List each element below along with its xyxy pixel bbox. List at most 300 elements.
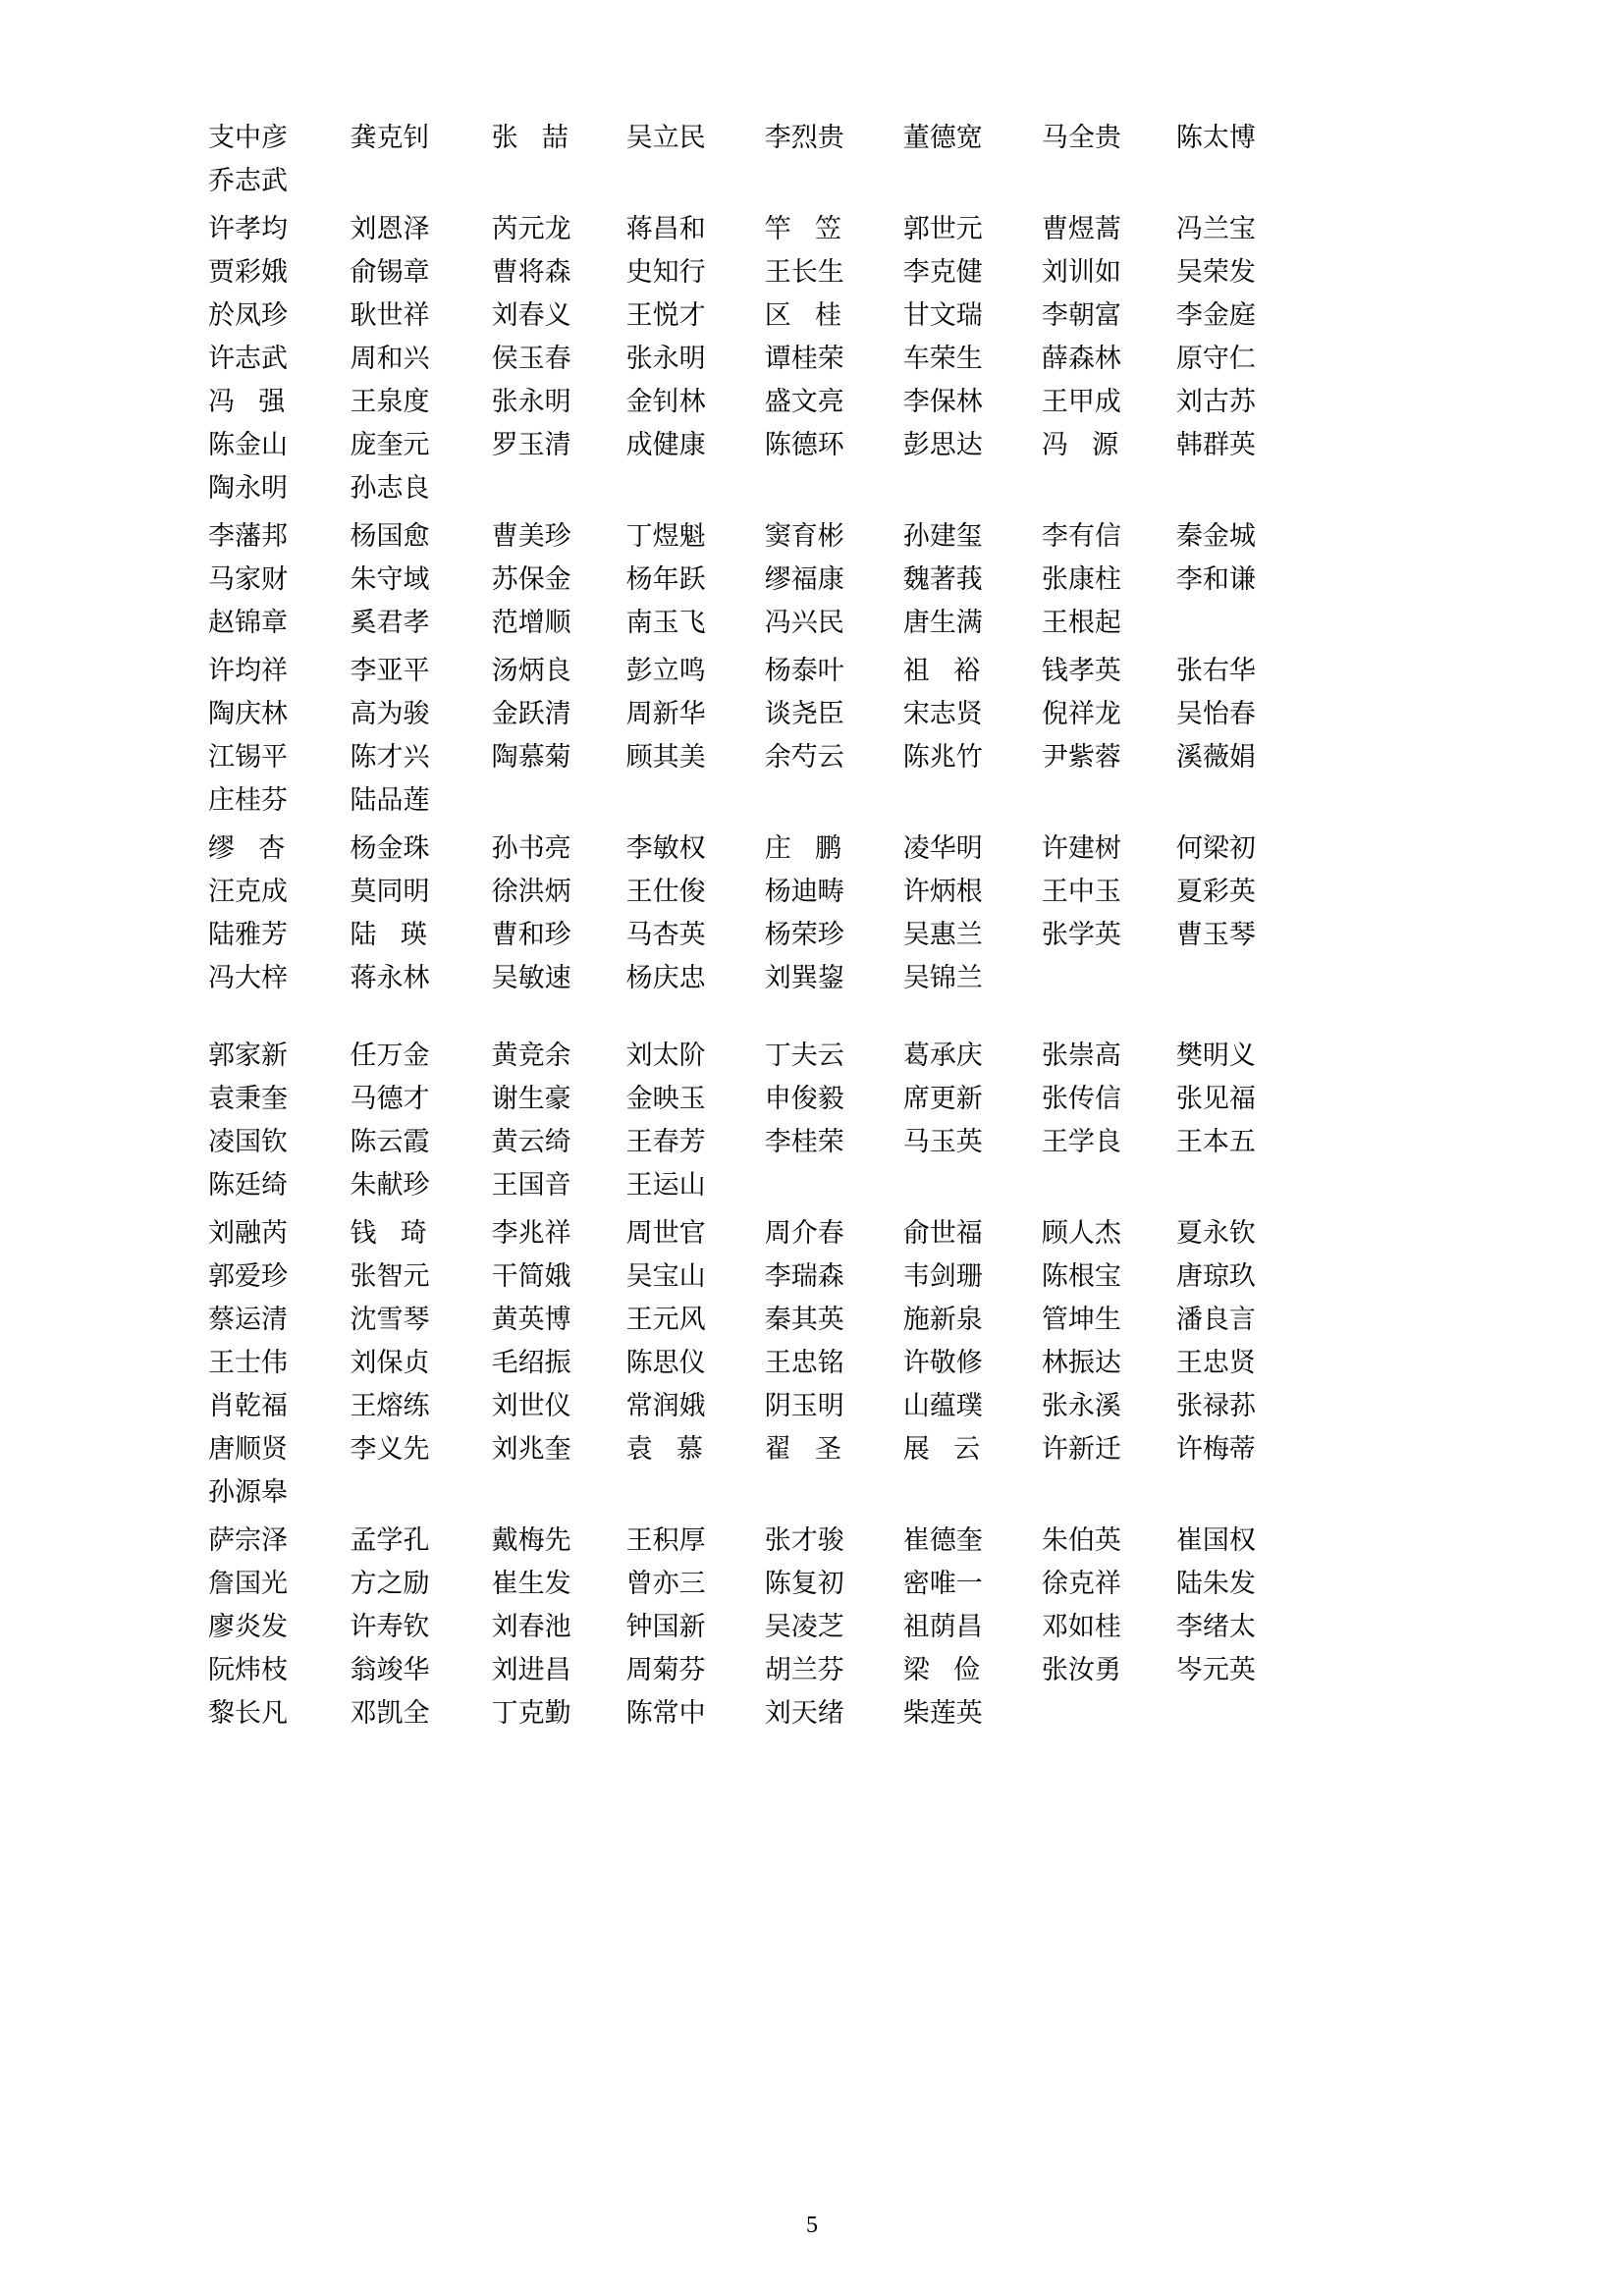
person-name: 廖炎发: [208, 1612, 288, 1641]
name-cell: [157, 1211, 351, 1255]
person-name: 秦其英: [764, 1305, 844, 1334]
names-row: [157, 380, 1311, 423]
name-cell: [1042, 294, 1176, 337]
person-name: 陆品莲: [350, 785, 430, 815]
person-name: 缪杏: [208, 833, 286, 863]
name-cell: [626, 1691, 765, 1735]
name-cell: [157, 1562, 351, 1605]
person-name: 金钊林: [625, 387, 706, 416]
name-cell: [351, 1034, 492, 1077]
person-name: 张永明: [491, 387, 571, 416]
name-cell: [903, 1211, 1042, 1255]
person-name: 张智元: [350, 1261, 430, 1291]
name-cell: [492, 1255, 626, 1298]
name-cell: [351, 1211, 492, 1255]
name-cell: [626, 692, 765, 735]
person-name: 马德才: [350, 1084, 430, 1113]
person-name: 蔡运清: [208, 1305, 288, 1334]
name-cell: [1042, 558, 1176, 601]
person-name: 杨迪畴: [764, 877, 844, 906]
person-name: 干简娥: [491, 1261, 571, 1291]
names-row: [157, 1077, 1311, 1120]
person-name: 陈根宝: [1041, 1261, 1121, 1291]
name-cell: [1176, 956, 1311, 999]
name-cell: [157, 827, 351, 870]
person-name: 王长生: [764, 257, 844, 287]
name-cell: [1042, 337, 1176, 380]
person-name: 申俊毅: [764, 1084, 844, 1113]
names-row: [157, 956, 1311, 999]
person-name: 李兆祥: [491, 1218, 571, 1248]
name-cell: [157, 870, 351, 913]
name-cell: [1042, 1562, 1176, 1605]
person-name: 邓如桂: [1041, 1612, 1121, 1641]
name-cell: [626, 1519, 765, 1562]
person-name: 张崇高: [1041, 1041, 1121, 1070]
person-name: 陶庆林: [208, 699, 288, 728]
name-cell: [492, 649, 626, 692]
name-cell: [1042, 1427, 1176, 1470]
person-name: 冯大梓: [208, 963, 288, 992]
name-cell: [1176, 116, 1311, 159]
names-row: [157, 1691, 1311, 1735]
person-name: 陈德环: [764, 430, 844, 459]
name-cell: [351, 1384, 492, 1427]
name-cell: [1042, 1255, 1176, 1298]
name-cell: [626, 913, 765, 956]
person-name: 陶永明: [208, 473, 288, 503]
name-cell: [626, 956, 765, 999]
person-name: 刘太阶: [625, 1041, 706, 1070]
name-cell: [1042, 250, 1176, 294]
name-cell: [1176, 514, 1311, 558]
person-name: 何梁初: [1175, 833, 1256, 863]
name-cell: [903, 1077, 1042, 1120]
person-name: 王本五: [1175, 1127, 1256, 1156]
name-cell: [626, 1648, 765, 1691]
person-name: 李桂荣: [764, 1127, 844, 1156]
name-cell: [626, 1255, 765, 1298]
name-cell: [157, 1605, 351, 1648]
name-cell: [765, 1120, 903, 1163]
name-cell: [1042, 870, 1176, 913]
name-cell: [1042, 601, 1176, 644]
name-cell: [765, 1211, 903, 1255]
person-name: 李藩邦: [208, 521, 288, 551]
name-cell: [626, 116, 765, 159]
name-cell: [903, 1427, 1042, 1470]
person-name: 密唯一: [902, 1569, 983, 1598]
name-cell: [351, 423, 492, 466]
name-cell: [1042, 1470, 1176, 1514]
person-name: 刘训如: [1041, 257, 1121, 287]
person-name: 顾其美: [625, 742, 706, 772]
names-row: [157, 649, 1311, 692]
person-name: 刘进昌: [491, 1655, 571, 1684]
person-name: 沈雪琴: [350, 1305, 430, 1334]
person-name: 汤炳良: [491, 656, 571, 685]
person-name: 陈才兴: [350, 742, 430, 772]
name-cell: [903, 956, 1042, 999]
person-name: 谢生豪: [491, 1084, 571, 1113]
person-name: 刘恩泽: [350, 214, 430, 243]
name-cell: [765, 827, 903, 870]
names-row: [157, 159, 1311, 202]
person-name: 李亚平: [350, 656, 430, 685]
name-cell: [626, 1470, 765, 1514]
name-cell: [1176, 1384, 1311, 1427]
name-cell: [351, 1648, 492, 1691]
name-cell: [1176, 294, 1311, 337]
name-cell: [351, 1341, 492, 1384]
name-cell: [765, 1341, 903, 1384]
name-cell: [1176, 466, 1311, 509]
person-name: 马杏英: [625, 920, 706, 949]
name-cell: [1042, 380, 1176, 423]
names-row: [157, 116, 1311, 159]
name-cell: [1042, 1211, 1176, 1255]
person-name: 周和兴: [350, 344, 430, 373]
name-cell: [1176, 423, 1311, 466]
name-cell: [492, 1691, 626, 1735]
name-cell: [1176, 1341, 1311, 1384]
person-name: 山蕴璞: [902, 1391, 983, 1420]
names-row: [157, 1384, 1311, 1427]
person-name: 夏永钦: [1175, 1218, 1256, 1248]
name-cell: [351, 558, 492, 601]
name-cell: [351, 649, 492, 692]
name-cell: [157, 1384, 351, 1427]
names-row: [157, 1605, 1311, 1648]
person-name: 吴宝山: [625, 1261, 706, 1291]
person-name: 詹国光: [208, 1569, 288, 1598]
person-name: 王仕俊: [625, 877, 706, 906]
name-cell: [492, 514, 626, 558]
names-row: [157, 294, 1311, 337]
name-cell: [157, 913, 351, 956]
name-cell: [626, 380, 765, 423]
person-name: 李敏权: [625, 833, 706, 863]
person-name: 成健康: [625, 430, 706, 459]
name-cell: [157, 1427, 351, 1470]
person-name: 陈兆竹: [902, 742, 983, 772]
name-cell: [1042, 116, 1176, 159]
name-cell: [351, 601, 492, 644]
person-name: 谈尧臣: [764, 699, 844, 728]
name-cell: [765, 1034, 903, 1077]
person-name: 马家财: [208, 564, 288, 594]
name-cell: [765, 466, 903, 509]
name-cell: [626, 1211, 765, 1255]
name-cell: [1176, 913, 1311, 956]
class-section: [157, 822, 1311, 999]
name-cell: [765, 1562, 903, 1605]
person-name: 潘良言: [1175, 1305, 1256, 1334]
name-cell: [492, 735, 626, 778]
person-name: 夏彩英: [1175, 877, 1256, 906]
person-name: 孟学孔: [350, 1525, 430, 1555]
name-cell: [1176, 735, 1311, 778]
name-cell: [157, 649, 351, 692]
person-name: 金映玉: [625, 1084, 706, 1113]
name-cell: [626, 250, 765, 294]
person-name: 吴敏速: [491, 963, 571, 992]
person-name: 李瑞森: [764, 1261, 844, 1291]
person-name: 李朝富: [1041, 300, 1121, 330]
person-name: 钱孝英: [1041, 656, 1121, 685]
person-name: 任万金: [350, 1041, 430, 1070]
person-name: 吴荣发: [1175, 257, 1256, 287]
person-name: 许孝均: [208, 214, 288, 243]
person-name: 乔志武: [208, 166, 288, 195]
person-name: 钟国新: [625, 1612, 706, 1641]
names-table: [157, 1519, 1311, 1735]
class-section: [157, 1029, 1311, 1206]
names-row: [157, 1163, 1311, 1206]
name-cell: [626, 870, 765, 913]
person-name: 吴锦兰: [902, 963, 983, 992]
name-cell: [1042, 735, 1176, 778]
person-name: 魏著莪: [902, 564, 983, 594]
name-cell: [351, 692, 492, 735]
person-name: 贾彩娥: [208, 257, 288, 287]
person-name: 曾亦三: [625, 1569, 706, 1598]
class-section: [157, 1514, 1311, 1735]
name-cell: [1176, 1519, 1311, 1562]
person-name: 刘春义: [491, 300, 571, 330]
name-cell: [1042, 207, 1176, 250]
name-cell: [1176, 870, 1311, 913]
person-name: 凌华明: [902, 833, 983, 863]
name-cell: [903, 250, 1042, 294]
person-name: 曹煜蒿: [1041, 214, 1121, 243]
class-section: [157, 644, 1311, 822]
person-name: 原守仁: [1175, 344, 1256, 373]
person-name: 缪福康: [764, 564, 844, 594]
person-name: 范增顺: [491, 608, 571, 637]
names-row: [157, 1470, 1311, 1514]
name-cell: [765, 735, 903, 778]
name-cell: [1042, 1691, 1176, 1735]
person-name: 王积厚: [625, 1525, 706, 1555]
person-name: 周新华: [625, 699, 706, 728]
name-cell: [903, 692, 1042, 735]
person-name: 曹玉琴: [1175, 920, 1256, 949]
name-cell: [1042, 778, 1176, 822]
name-cell: [157, 1034, 351, 1077]
name-cell: [765, 956, 903, 999]
person-name: 陶慕菊: [491, 742, 571, 772]
person-name: 李义先: [350, 1434, 430, 1464]
name-cell: [157, 558, 351, 601]
person-name: 韩群英: [1175, 430, 1256, 459]
names-row: [157, 1298, 1311, 1341]
name-cell: [492, 423, 626, 466]
name-cell: [492, 1034, 626, 1077]
person-name: 李保林: [902, 387, 983, 416]
person-name: 方之励: [350, 1569, 430, 1598]
names-row: [157, 337, 1311, 380]
name-cell: [903, 1341, 1042, 1384]
person-name: 陆朱发: [1175, 1569, 1256, 1598]
name-cell: [1176, 1427, 1311, 1470]
person-name: 支中彦: [208, 123, 288, 152]
name-cell: [765, 514, 903, 558]
names-row: [157, 1519, 1311, 1562]
person-name: 戴梅先: [491, 1525, 571, 1555]
person-name: 侯玉春: [491, 344, 571, 373]
name-cell: [157, 423, 351, 466]
name-cell: [1176, 380, 1311, 423]
name-cell: [157, 1163, 351, 1206]
person-name: 冯兰宝: [1175, 214, 1256, 243]
name-cell: [1176, 1605, 1311, 1648]
person-name: 刘世仪: [491, 1391, 571, 1420]
name-rows-block: [157, 116, 1311, 202]
person-name: 俞锡章: [350, 257, 430, 287]
person-name: 张见福: [1175, 1084, 1256, 1113]
person-name: 尹紫蓉: [1041, 742, 1121, 772]
person-name: 张学英: [1041, 920, 1121, 949]
person-name: 刘古苏: [1175, 387, 1256, 416]
name-cell: [765, 649, 903, 692]
name-cell: [1042, 827, 1176, 870]
name-cell: [626, 1605, 765, 1648]
name-cell: [903, 1605, 1042, 1648]
name-cell: [351, 294, 492, 337]
person-name: 吴凌芝: [764, 1612, 844, 1641]
person-name: 薛森林: [1041, 344, 1121, 373]
person-name: 竿笠: [764, 214, 842, 243]
name-cell: [351, 159, 492, 202]
name-cell: [157, 466, 351, 509]
name-cell: [157, 514, 351, 558]
name-cell: [351, 514, 492, 558]
person-name: 施新泉: [902, 1305, 983, 1334]
person-name: 蒋永林: [350, 963, 430, 992]
names-row: [157, 1562, 1311, 1605]
name-cell: [157, 380, 351, 423]
name-cell: [765, 1077, 903, 1120]
name-cell: [157, 1120, 351, 1163]
name-cell: [492, 116, 626, 159]
person-name: 席更新: [902, 1084, 983, 1113]
name-cell: [492, 1605, 626, 1648]
name-cell: [351, 735, 492, 778]
person-name: 董德宽: [902, 123, 983, 152]
name-cell: [492, 558, 626, 601]
person-name: 彭思达: [902, 430, 983, 459]
name-cell: [351, 913, 492, 956]
name-cell: [903, 423, 1042, 466]
name-cell: [765, 159, 903, 202]
person-name: 李和谦: [1175, 564, 1256, 594]
name-cell: [626, 735, 765, 778]
name-cell: [1042, 1034, 1176, 1077]
person-name: 冯源: [1041, 430, 1119, 459]
names-table: [157, 116, 1311, 202]
name-cell: [351, 1562, 492, 1605]
person-name: 杨国愈: [350, 521, 430, 551]
name-cell: [1042, 466, 1176, 509]
name-cell: [626, 1163, 765, 1206]
person-name: 钱琦: [350, 1218, 427, 1248]
name-cell: [351, 207, 492, 250]
person-name: 刘天绪: [764, 1698, 844, 1728]
person-name: 萨宗泽: [208, 1525, 288, 1555]
name-cell: [626, 827, 765, 870]
name-cell: [765, 1298, 903, 1341]
person-name: 王悦才: [625, 300, 706, 330]
person-name: 李烈贵: [764, 123, 844, 152]
person-name: 南玉飞: [625, 608, 706, 637]
name-cell: [492, 692, 626, 735]
person-name: 黄云绮: [491, 1127, 571, 1156]
name-cell: [626, 207, 765, 250]
name-cell: [765, 1163, 903, 1206]
name-cell: [492, 294, 626, 337]
person-name: 孙志良: [350, 473, 430, 503]
name-cell: [351, 337, 492, 380]
name-cell: [903, 1034, 1042, 1077]
name-cell: [903, 601, 1042, 644]
name-cell: [765, 913, 903, 956]
person-name: 溪薇娟: [1175, 742, 1256, 772]
names-row: [157, 827, 1311, 870]
name-cell: [492, 1163, 626, 1206]
name-cell: [1176, 337, 1311, 380]
person-name: 史知行: [625, 257, 706, 287]
name-cell: [1042, 1163, 1176, 1206]
names-row: [157, 423, 1311, 466]
person-name: 岑元英: [1175, 1655, 1256, 1684]
name-cell: [626, 1298, 765, 1341]
name-cell: [157, 159, 351, 202]
person-name: 唐生满: [902, 608, 983, 637]
name-cell: [765, 692, 903, 735]
person-name: 葛承庆: [902, 1041, 983, 1070]
name-cell: [626, 1120, 765, 1163]
person-name: 袁慕: [625, 1434, 703, 1464]
person-name: 陈太博: [1175, 123, 1256, 152]
names-row: [157, 514, 1311, 558]
person-name: 丁煜魁: [625, 521, 706, 551]
person-name: 谭桂荣: [764, 344, 844, 373]
person-name: 黄竞余: [491, 1041, 571, 1070]
person-name: 王元风: [625, 1305, 706, 1334]
name-cell: [1176, 558, 1311, 601]
person-name: 王运山: [625, 1170, 706, 1200]
name-cell: [626, 337, 765, 380]
person-name: 蒋昌和: [625, 214, 706, 243]
name-cell: [626, 778, 765, 822]
page-number: 5: [806, 2213, 818, 2238]
person-name: 郭家新: [208, 1041, 288, 1070]
name-cell: [157, 735, 351, 778]
person-name: 余芍云: [764, 742, 844, 772]
name-cell: [351, 1163, 492, 1206]
name-cell: [157, 337, 351, 380]
person-name: 许新迁: [1041, 1434, 1121, 1464]
person-name: 展云: [902, 1434, 981, 1464]
name-cell: [1042, 692, 1176, 735]
person-name: 倪祥龙: [1041, 699, 1121, 728]
names-table: [157, 514, 1311, 644]
name-cell: [626, 649, 765, 692]
person-name: 王熔练: [350, 1391, 430, 1420]
name-cell: [903, 337, 1042, 380]
person-name: 郭爱珍: [208, 1261, 288, 1291]
